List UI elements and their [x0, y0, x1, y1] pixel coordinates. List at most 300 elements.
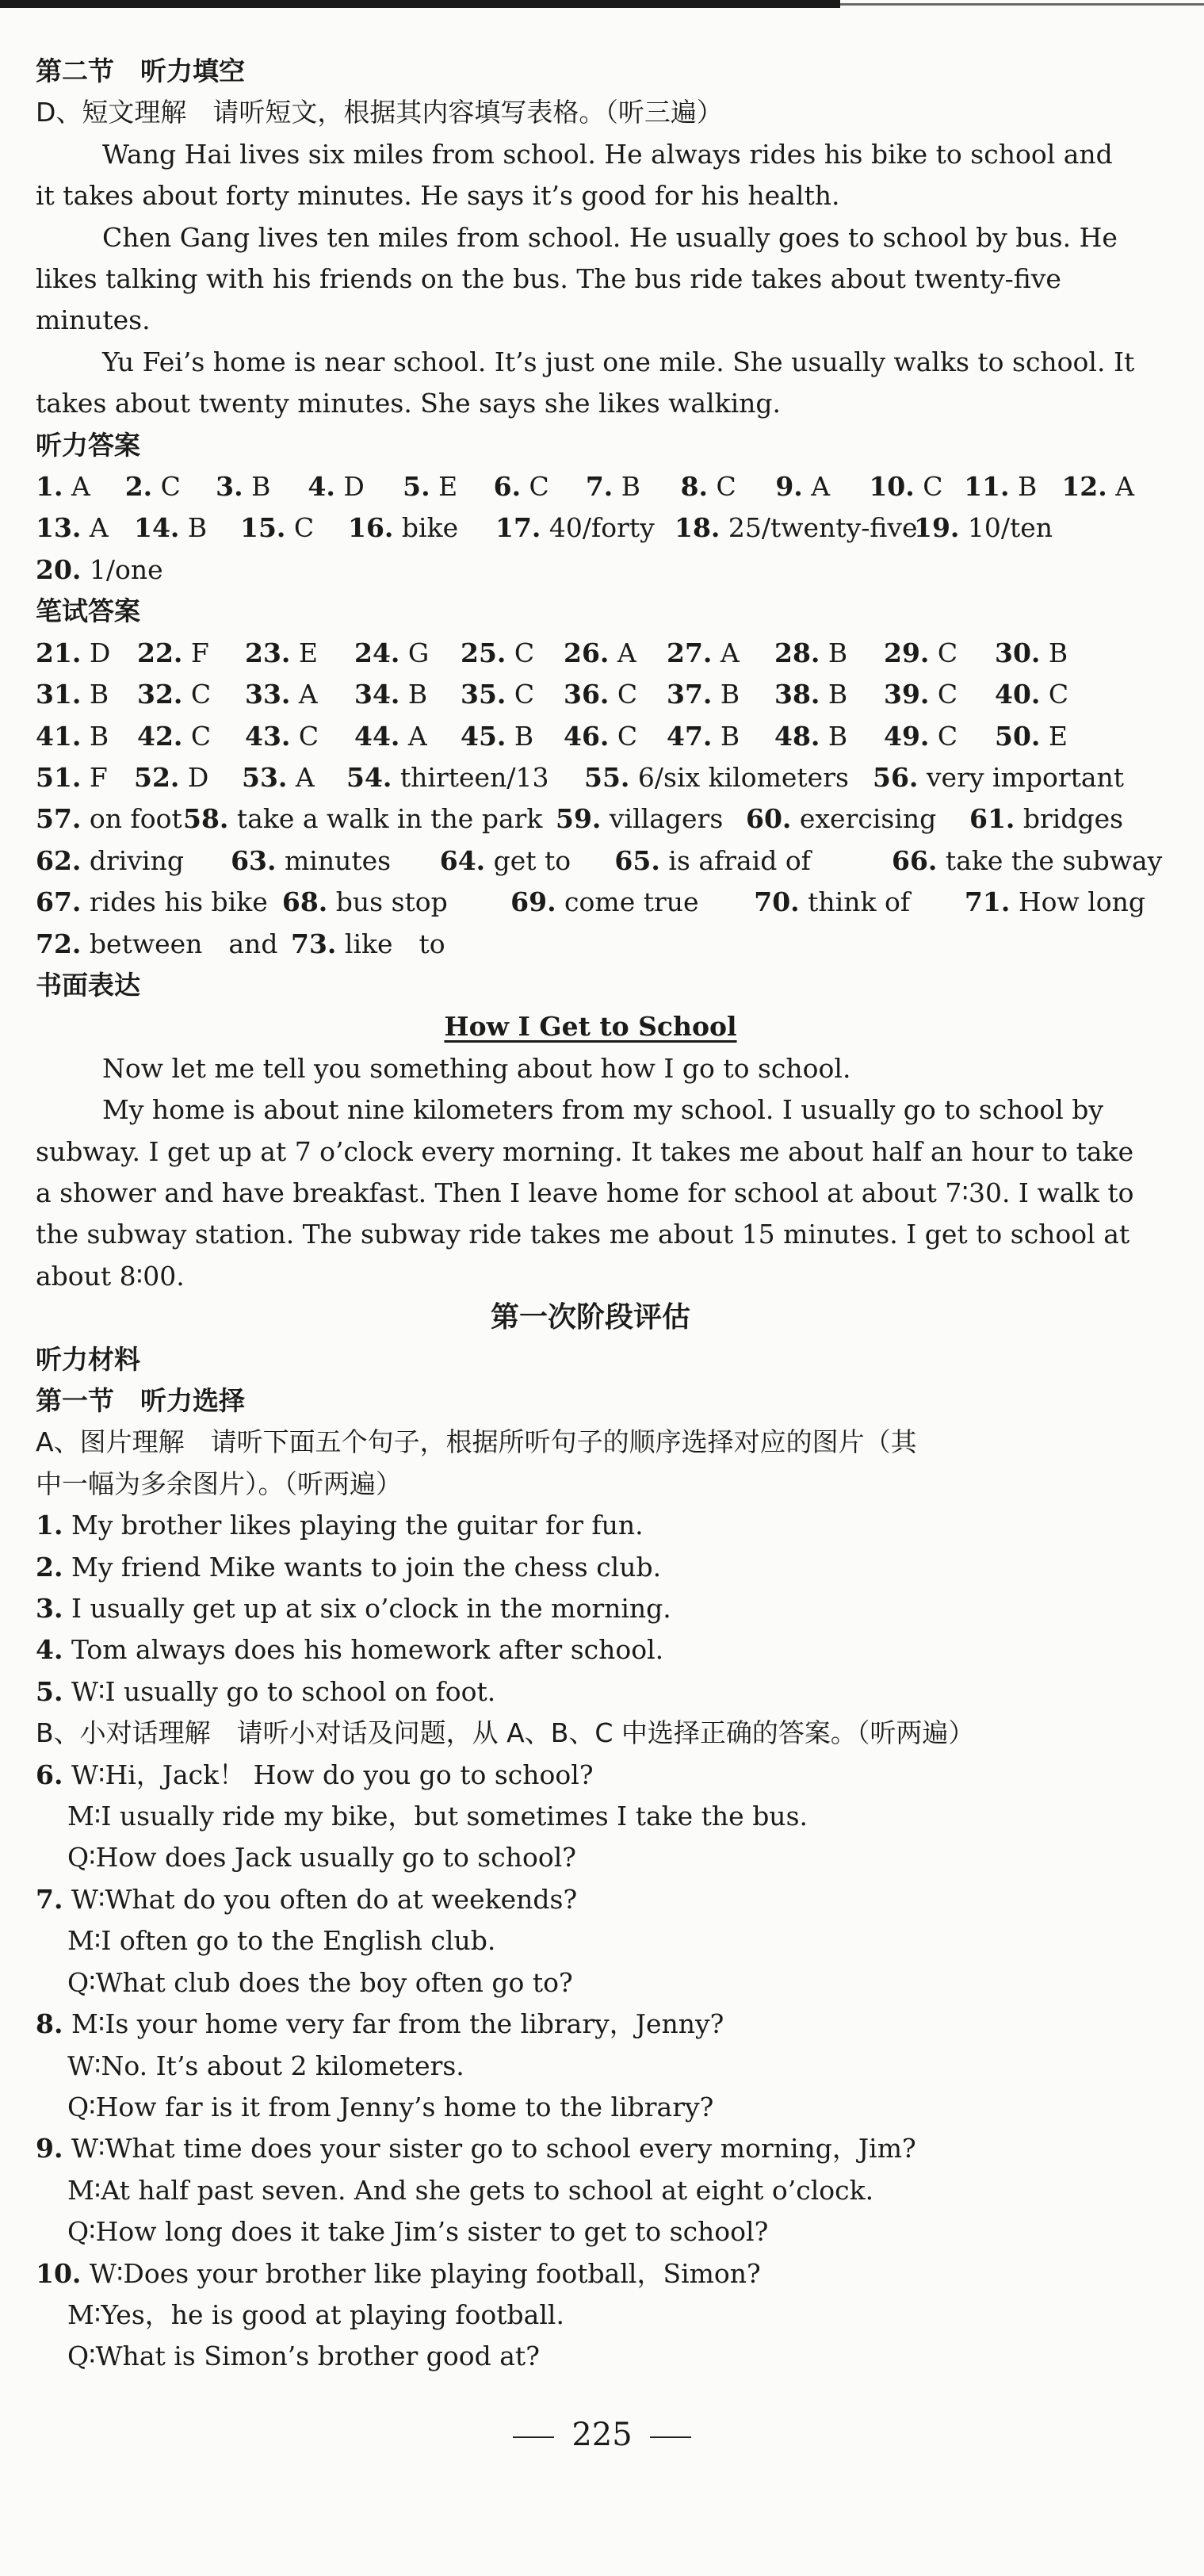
- dialogue-line: Q∶How far is it from Jenny’s home to the library?: [67, 2091, 714, 2122]
- answer-value: villagers: [601, 803, 724, 835]
- answer-value: thirteen/13: [392, 761, 549, 793]
- answer-item: [510, 882, 754, 923]
- answer-number: 49.: [884, 720, 930, 752]
- item-number: 2.: [36, 1551, 63, 1583]
- answer-item: [36, 507, 134, 549]
- answer-value: B: [820, 679, 848, 710]
- answer-number: 68.: [281, 886, 328, 918]
- answer-number: 50.: [995, 720, 1041, 752]
- answer-number: 23.: [245, 637, 291, 668]
- dialogue-first-line: [36, 1879, 1145, 1920]
- dash-right: [650, 2436, 691, 2438]
- answer-row: [36, 840, 1163, 882]
- answer-value: A: [290, 679, 318, 710]
- answer-number: 7.: [585, 471, 613, 503]
- answer-item: [969, 798, 1144, 840]
- answer-value: take a walk in the park: [228, 803, 543, 835]
- answer-item: [282, 882, 510, 923]
- item-number: 6.: [36, 1759, 63, 1790]
- answer-number: 4.: [308, 471, 335, 503]
- answer-value: F: [182, 637, 209, 668]
- sentence-item: [36, 1547, 1145, 1588]
- answer-item: [346, 757, 584, 798]
- answer-number: 63.: [231, 844, 277, 876]
- paragraph-line: takes about twenty minutes. She says she likes walking.: [36, 388, 782, 419]
- answer-number: 9.: [775, 471, 803, 503]
- answer-item: [308, 466, 403, 507]
- answer-number: 19.: [914, 512, 960, 544]
- answer-item: [564, 716, 667, 757]
- paragraph-line: Wang Hai lives six miles from school. He always rides his bike to school and: [102, 138, 1113, 170]
- answer-item: [36, 633, 137, 674]
- answer-value: 10/ten: [959, 512, 1053, 544]
- answer-number: 22.: [137, 637, 183, 668]
- answer-value: A: [802, 471, 831, 503]
- answer-row: [36, 633, 1145, 674]
- answer-value: B: [1040, 637, 1068, 668]
- answer-value: A: [1107, 471, 1135, 503]
- answer-number: 34.: [354, 679, 400, 710]
- part-a-instruction: A、图片理解 请听下面五个句子，根据所听句子的顺序选择对应的图片（其: [36, 1426, 917, 1458]
- paragraph-line: minutes.: [36, 304, 151, 336]
- answer-number: 18.: [675, 512, 720, 544]
- answer-item: [348, 507, 495, 549]
- answer-value: C: [929, 679, 958, 710]
- answer-item: [245, 674, 354, 715]
- answer-item: [36, 924, 291, 965]
- paragraph-line: My home is about nine kilometers from my school. I usually go to school by: [102, 1094, 1104, 1126]
- part-a-instruction: 中一幅为多余图片）。（听两遍）: [36, 1468, 402, 1499]
- item-number: 9.: [36, 2133, 63, 2165]
- answer-value: C: [609, 679, 638, 710]
- answer-value: rides his bike: [81, 886, 268, 918]
- answer-item: [240, 507, 348, 549]
- essay-title: How I Get to School: [444, 1011, 737, 1043]
- dialogue-first-line: [36, 2004, 1145, 2045]
- answer-value: B: [820, 637, 848, 668]
- answer-number: 24.: [354, 637, 400, 668]
- answer-value: B: [820, 720, 848, 752]
- answer-number: 48.: [774, 720, 820, 752]
- answer-number: 73.: [291, 928, 337, 959]
- answer-value: A: [81, 512, 109, 544]
- answer-value: B: [712, 720, 740, 752]
- answer-item: [754, 882, 965, 923]
- answer-value: A: [63, 471, 90, 503]
- answer-number: 37.: [667, 679, 713, 710]
- answer-value: D: [81, 637, 111, 668]
- answer-value: 40/forty: [541, 512, 655, 544]
- answer-value: bike: [393, 512, 459, 544]
- item-text: W∶What do you often do at weekends?: [63, 1883, 578, 1915]
- paragraph-line: the subway station. The subway ride takes me about 15 minutes. I get to school at: [36, 1219, 1130, 1250]
- answer-number: 5.: [403, 471, 430, 503]
- answer-item: [354, 716, 461, 757]
- answer-number: 39.: [884, 679, 930, 710]
- answer-value: minutes: [276, 844, 392, 876]
- answer-value: E: [430, 471, 458, 503]
- answer-item: [914, 507, 1072, 549]
- answer-item: [461, 674, 564, 715]
- answer-value: C: [1040, 679, 1069, 710]
- answer-number: 31.: [36, 679, 82, 710]
- answer-number: 28.: [774, 637, 820, 668]
- answer-item: [667, 716, 774, 757]
- answer-value: C: [914, 471, 943, 503]
- answer-number: 70.: [754, 886, 800, 918]
- answer-item: [667, 633, 774, 674]
- dialogue-line: W∶No. It’s about 2 kilometers.: [67, 2050, 464, 2081]
- answer-number: 25.: [461, 637, 506, 668]
- answer-number: 41.: [36, 720, 82, 752]
- paragraph-line: Yu Fei’s home is near school. It’s just one mile. She usually walks to school. It: [102, 346, 1135, 377]
- answer-row: [36, 798, 1145, 840]
- item-number: 5.: [36, 1675, 63, 1707]
- answer-item: [36, 466, 125, 507]
- answer-item: [746, 798, 969, 840]
- answer-item: [884, 674, 995, 715]
- answer-number: 61.: [969, 803, 1015, 835]
- answer-value: B: [613, 471, 641, 503]
- answer-value: C: [929, 637, 958, 668]
- answer-number: 36.: [564, 679, 610, 710]
- answer-item: [440, 840, 615, 882]
- item-number: 3.: [36, 1593, 63, 1625]
- item-text: M∶Is your home very far from the library，Jenny?: [63, 2008, 724, 2040]
- answer-value: driving: [81, 844, 184, 876]
- answer-value: B: [399, 679, 428, 710]
- section-heading: 第二节 听力填空: [36, 56, 245, 86]
- answer-value: E: [1040, 720, 1068, 752]
- answer-number: 69.: [510, 886, 556, 918]
- answer-value: How long: [1010, 886, 1145, 918]
- answer-item: [231, 840, 440, 882]
- answer-item: [884, 716, 995, 757]
- dialogue-line: Q∶How long does it take Jim’s sister to get to school?: [67, 2216, 769, 2248]
- sentence-item: [36, 1588, 1145, 1629]
- writing-heading: 书面表达: [36, 969, 140, 1001]
- item-number: 1.: [36, 1510, 63, 1541]
- written-answers-heading: 笔试答案: [36, 595, 140, 627]
- answer-value: B: [1009, 471, 1038, 503]
- answer-value: C: [929, 720, 958, 752]
- answer-item: [564, 674, 667, 715]
- answer-number: 33.: [245, 679, 291, 710]
- answer-value: like to: [336, 928, 445, 959]
- answer-item: [242, 757, 346, 798]
- answer-number: 13.: [36, 512, 82, 544]
- dialogue-line: M∶I often go to the English club.: [67, 1925, 496, 1957]
- answer-item: [183, 798, 556, 840]
- answer-number: 30.: [995, 637, 1041, 668]
- answer-item: [134, 507, 240, 549]
- item-text: W∶What time does your sister go to school every morning，Jim?: [63, 2133, 916, 2165]
- item-text: My friend Mike wants to join the chess club.: [63, 1551, 662, 1583]
- answer-item: [675, 507, 918, 549]
- answer-value: C: [152, 471, 181, 503]
- answer-number: 26.: [564, 637, 610, 668]
- paragraph-line: Chen Gang lives ten miles from school. He usually goes to school by bus. He: [102, 221, 1118, 253]
- answer-row: [36, 716, 1145, 757]
- answer-number: 72.: [36, 928, 82, 959]
- answer-row: [36, 466, 1145, 507]
- answer-item: [354, 633, 461, 674]
- answer-item: [245, 633, 354, 674]
- answer-item: [461, 716, 564, 757]
- answer-value: very important: [918, 761, 1125, 793]
- answer-item: [774, 674, 884, 715]
- answer-row: [36, 882, 1145, 923]
- paragraph-line: Now let me tell you something about how I go to school.: [102, 1052, 851, 1084]
- answer-number: 60.: [746, 803, 792, 835]
- answer-number: 64.: [439, 844, 486, 876]
- item-number: 10.: [36, 2257, 82, 2289]
- answer-number: 38.: [774, 679, 820, 710]
- dialogue-line: Q∶What club does the boy often go to?: [67, 1966, 573, 1998]
- paragraph-line: a shower and have breakfast. Then I leave home for school at about 7∶30. I walk to: [36, 1177, 1134, 1208]
- dash-left: [513, 2436, 554, 2438]
- answer-item: [36, 757, 134, 798]
- answer-item: [36, 840, 231, 882]
- answer-number: 58.: [183, 803, 229, 835]
- item-text: W∶Does your brother like playing football，Simon?: [81, 2257, 761, 2289]
- answer-value: 1/one: [81, 553, 163, 585]
- answer-value: B: [179, 512, 208, 544]
- answer-number: 51.: [36, 761, 82, 793]
- answer-value: D: [334, 471, 365, 503]
- answer-item: [137, 633, 245, 674]
- answer-number: 10.: [869, 471, 915, 503]
- answer-number: 62.: [36, 844, 82, 876]
- answer-number: 32.: [137, 679, 183, 710]
- answer-value: C: [708, 471, 736, 503]
- dialogue-line: M∶At half past seven. And she gets to school at eight o’clock.: [67, 2174, 874, 2206]
- answer-value: get to: [485, 844, 571, 876]
- sentence-item: [36, 1671, 1145, 1713]
- answer-item: [995, 633, 1106, 674]
- answer-item: [134, 757, 242, 798]
- item-text: My brother likes playing the guitar for fun.: [63, 1510, 644, 1541]
- answer-value: D: [179, 761, 209, 793]
- sentence-item: [36, 1629, 1145, 1671]
- answer-item: [36, 549, 194, 591]
- paragraph-line: likes talking with his friends on the bus. The bus ride takes about twenty-five: [36, 263, 1061, 295]
- top-rule: [0, 0, 840, 8]
- answer-value: 6/six kilometers: [629, 761, 849, 793]
- answer-number: 11.: [964, 471, 1010, 503]
- answer-number: 40.: [995, 679, 1041, 710]
- answer-value: between and: [81, 928, 278, 959]
- answer-item: [869, 466, 964, 507]
- answer-number: 67.: [36, 886, 82, 918]
- answer-item: [495, 507, 675, 549]
- answer-item: [556, 798, 746, 840]
- answer-row: [36, 507, 1145, 549]
- answer-number: 6.: [493, 471, 522, 503]
- answer-value: is afraid of: [659, 844, 811, 876]
- answer-item: [137, 716, 245, 757]
- answer-row: [36, 757, 1145, 798]
- answer-value: A: [712, 637, 740, 668]
- item-text: W∶Hi，Jack！ How do you go to school?: [63, 1759, 594, 1790]
- answer-item: [667, 674, 774, 715]
- answer-number: 45.: [461, 720, 506, 752]
- item-text: Tom always does his homework after school.: [63, 1634, 664, 1666]
- answer-value: bridges: [1015, 803, 1124, 835]
- answer-item: [884, 633, 995, 674]
- answer-item: [291, 924, 497, 965]
- answer-item: [965, 882, 1145, 923]
- part-b-instruction: B、小对话理解 请听小对话及问题，从 A、B、C 中选择正确的答案。（听两遍）: [36, 1717, 975, 1749]
- answer-row: [36, 674, 1145, 715]
- paragraph-line: about 8∶00.: [36, 1260, 185, 1292]
- answer-value: B: [81, 679, 109, 710]
- answer-item: [137, 674, 245, 715]
- answer-item: [995, 674, 1106, 715]
- answer-value: C: [609, 720, 638, 752]
- answer-number: 16.: [348, 512, 394, 544]
- assessment-title: 第一次阶段评估: [490, 1301, 690, 1334]
- answer-number: 66.: [892, 844, 938, 876]
- answer-item: [36, 798, 183, 840]
- answer-number: 43.: [245, 720, 291, 752]
- answer-value: C: [506, 679, 535, 710]
- answer-item: [892, 840, 1163, 882]
- answer-value: 25/twenty-five: [720, 512, 918, 544]
- page-number: [0, 2417, 1204, 2453]
- answer-value: come true: [556, 886, 699, 918]
- answer-item: [461, 633, 564, 674]
- answer-item: [36, 674, 137, 715]
- answer-item: [494, 466, 586, 507]
- answer-value: on foot: [81, 803, 182, 835]
- sentence-list: [36, 1505, 1145, 1713]
- listening-answers-heading: 听力答案: [36, 429, 140, 461]
- answer-value: B: [81, 720, 109, 752]
- answer-value: E: [290, 637, 319, 668]
- part-d-instruction: D、短文理解 请听短文，根据其内容填写表格。（听三遍）: [36, 97, 723, 128]
- answer-number: 42.: [137, 720, 183, 752]
- answer-value: C: [506, 637, 535, 668]
- answer-number: 54.: [346, 761, 392, 793]
- item-text: W∶I usually go to school on foot.: [63, 1675, 496, 1707]
- answer-item: [36, 882, 282, 923]
- item-number: 4.: [36, 1634, 63, 1666]
- answer-number: 35.: [461, 679, 506, 710]
- top-rule-thin: [840, 3, 1204, 6]
- answer-item: [1061, 466, 1145, 507]
- answer-item: [564, 633, 667, 674]
- answer-number: 53.: [242, 761, 288, 793]
- answer-value: bus stop: [327, 886, 448, 918]
- answer-item: [774, 633, 884, 674]
- answer-number: 20.: [36, 553, 82, 585]
- answer-number: 1.: [36, 471, 63, 503]
- page-number-text: 225: [571, 2417, 633, 2453]
- answer-item: [584, 757, 873, 798]
- answer-value: C: [285, 512, 315, 544]
- answer-row: [36, 549, 1145, 591]
- material-heading: 听力材料: [36, 1343, 140, 1375]
- answer-item: [964, 466, 1061, 507]
- answer-number: 29.: [884, 637, 930, 668]
- paragraph-line: subway. I get up at 7 o’clock every morning. It takes me about half an hour to take: [36, 1135, 1134, 1167]
- answer-item: [774, 716, 884, 757]
- dialogue-line: M∶I usually ride my bike，but sometimes I take the bus.: [67, 1801, 808, 1832]
- answer-item: [245, 716, 354, 757]
- answer-number: 21.: [36, 637, 82, 668]
- answer-item: [403, 466, 493, 507]
- answer-value: B: [243, 471, 271, 503]
- dialogue-line: Q∶How does Jack usually go to school?: [67, 1842, 576, 1874]
- dialogue-first-line: [36, 2128, 1145, 2169]
- answer-number: 8.: [680, 471, 709, 503]
- sentence-item: [36, 1505, 1145, 1546]
- answer-number: 47.: [667, 720, 713, 752]
- answer-number: 46.: [564, 720, 610, 752]
- answer-number: 59.: [556, 803, 602, 835]
- answer-value: take the subway: [937, 844, 1163, 876]
- section1-heading: 第一节 听力选择: [36, 1385, 245, 1416]
- answer-value: C: [182, 679, 212, 710]
- item-number: 8.: [36, 2008, 63, 2040]
- answer-number: 56.: [873, 761, 919, 793]
- answer-number: 27.: [667, 637, 713, 668]
- answer-number: 15.: [240, 512, 286, 544]
- answer-item: [873, 757, 1125, 798]
- answer-number: 65.: [614, 844, 660, 876]
- answer-value: exercising: [791, 803, 937, 835]
- page-content: [36, 51, 1163, 2378]
- answer-number: 71.: [964, 886, 1011, 918]
- answer-item: [354, 674, 461, 715]
- paragraph-line: it takes about forty minutes. He says it’s good for his health.: [36, 180, 840, 212]
- answer-value: A: [399, 720, 427, 752]
- answer-item: [216, 466, 308, 507]
- answer-number: 2.: [124, 471, 153, 503]
- dialogue-first-line: [36, 1755, 1145, 1796]
- item-number: 7.: [36, 1883, 63, 1915]
- answer-value: A: [609, 637, 636, 668]
- answer-value: B: [712, 679, 740, 710]
- answer-number: 44.: [354, 720, 400, 752]
- answer-number: 14.: [134, 512, 180, 544]
- answer-value: B: [506, 720, 534, 752]
- answer-value: think of: [799, 886, 911, 918]
- dialogue-line: Q∶What is Simon’s brother good at?: [67, 2341, 540, 2372]
- answer-number: 3.: [216, 471, 243, 503]
- item-text: I usually get up at six o’clock in the morning.: [63, 1593, 671, 1625]
- answer-number: 17.: [495, 512, 541, 544]
- answer-item: [681, 466, 776, 507]
- answer-number: 55.: [584, 761, 630, 793]
- answer-item: [36, 716, 137, 757]
- answer-value: C: [521, 471, 549, 503]
- answer-value: G: [399, 637, 430, 668]
- dialogue-line: M∶Yes，he is good at playing football.: [67, 2298, 564, 2330]
- answer-number: 57.: [36, 803, 82, 835]
- answer-item: [614, 840, 892, 882]
- answer-item: [775, 466, 869, 507]
- answer-item: [995, 716, 1106, 757]
- answer-value: F: [81, 761, 108, 793]
- answer-item: [586, 466, 681, 507]
- dialogue-first-line: [36, 2253, 1145, 2295]
- answer-item: [125, 466, 216, 507]
- answer-value: A: [287, 761, 315, 793]
- answer-number: 52.: [134, 761, 180, 793]
- answer-value: C: [290, 720, 319, 752]
